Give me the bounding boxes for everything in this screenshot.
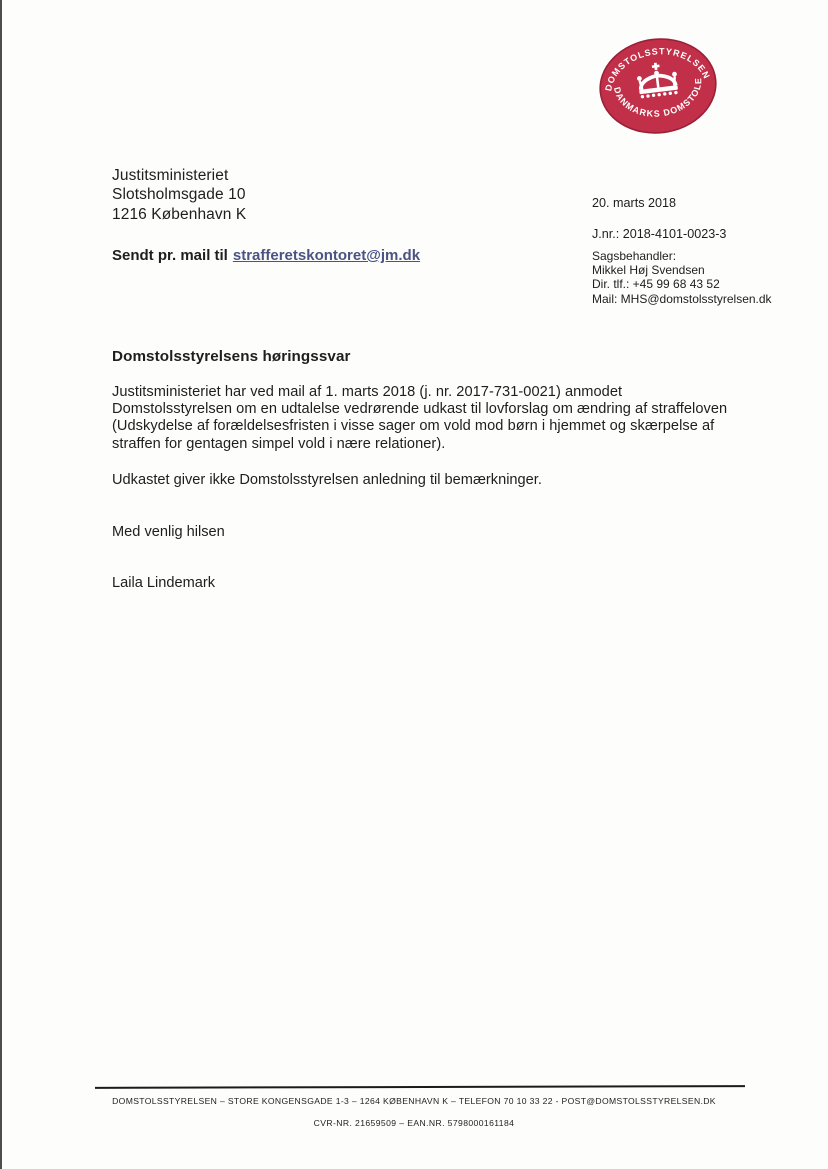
body-paragraph-1-line: Justitsministeriet har ved mail af 1. marts 2018 (j. nr. 2017-731-0021) anmodet	[112, 384, 623, 400]
sent-via-line	[112, 247, 420, 264]
closing-salutation: Med venlig hilsen	[112, 524, 225, 540]
recipient-address	[112, 166, 246, 224]
letter-meta	[592, 196, 772, 306]
logo-top-text: DOMSTOLSSTYRELSEN	[603, 46, 713, 92]
body-paragraph-1-line: (Udskydelse af forældelsesfristen i visse sager om vold mod børn i hjemmet og skærpelse af	[112, 418, 715, 435]
footer-registration-line: CVR-NR. 21659509 – EAN.NR. 5798000161184	[313, 1118, 515, 1128]
case-handler-label: Sagsbehandler:	[592, 249, 677, 263]
recipient-address-line: 1216 København K	[112, 205, 247, 223]
letter-heading: Domstolsstyrelsens høringssvar	[112, 348, 351, 365]
body-paragraph-1	[112, 384, 727, 453]
sent-via-label: Sendt pr. mail til	[112, 247, 228, 264]
logo-bottom-text: DANMARKS DOMSTOLE	[611, 77, 704, 119]
recipient-email-link[interactable]: strafferetskontoret@jm.dk	[232, 247, 421, 264]
domstolsstyrelsen-logo	[591, 29, 724, 143]
recipient-address-line: Justitsministeriet	[112, 167, 229, 184]
direct-phone: Dir. tlf.: +45 99 68 43 52	[592, 277, 720, 292]
signature-name: Laila Lindemark	[112, 575, 216, 591]
scan-edge-artifact	[0, 0, 2, 1169]
case-handler-name: Mikkel Høj Svendsen	[592, 263, 705, 278]
recipient-address-line: Slotsholmsgade 10	[112, 186, 246, 204]
case-handler-email: Mail: MHS@domstolsstyrelsen.dk	[592, 291, 772, 306]
letter-date: 20. marts 2018	[592, 196, 677, 210]
body-paragraph-2: Udkastet giver ikke Domstolsstyrelsen anledning til bemærkninger.	[112, 472, 542, 488]
footer-divider	[95, 1085, 745, 1089]
footer-contact-line: DOMSTOLSSTYRELSEN – STORE KONGENSGADE 1-3 – 1264 KØBENHAVN K – TELEFON 70 10 33 22 - POST@DOMSTOLSSTYRELSEN.DK	[112, 1096, 716, 1106]
body-paragraph-1-line: Domstolsstyrelsen om en udtalelse vedrørende udkast til lovforslag om ændring af straffeloven	[112, 401, 728, 418]
journal-number: J.nr.: 2018-4101-0023-3	[592, 227, 727, 241]
logo-svg	[591, 29, 724, 143]
body-paragraph-1-line: straffen for gentagen simpel vold i nære relationer).	[112, 435, 446, 452]
